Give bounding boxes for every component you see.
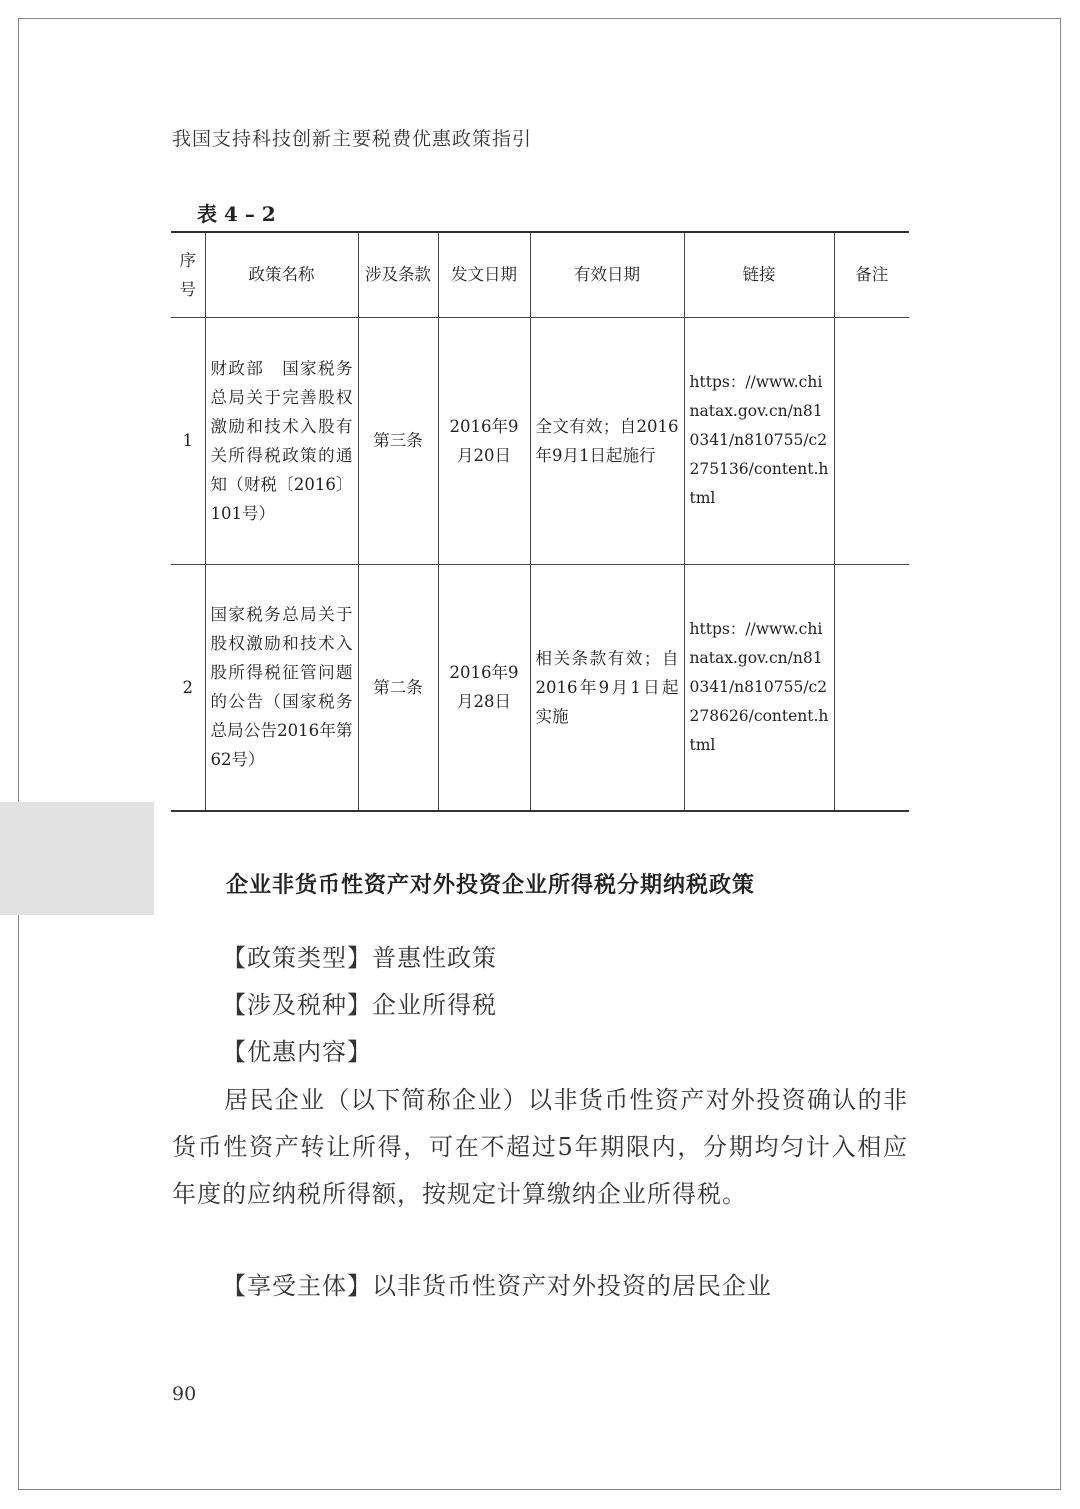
cell-policy-name: 财政部 国家税务总局关于完善股权激励和技术入股有关所得税政策的通知（财税〔2016〕101号） xyxy=(205,317,358,564)
table-header-row xyxy=(171,232,909,317)
cell-issue-date: 2016年9月28日 xyxy=(438,564,530,811)
header-valid-date: 有效日期 xyxy=(530,232,684,317)
cell-policy-name: 国家税务总局关于股权激励和技术入股所得税征管问题的公告（国家税务总局公告2016年第62号） xyxy=(205,564,358,811)
tax-type-field: 【涉及税种】企业所得税 xyxy=(222,991,497,1019)
cell-clause: 第二条 xyxy=(358,564,438,811)
beneficiary-field: 【享受主体】以非货币性资产对外投资的居民企业 xyxy=(222,1272,772,1300)
table-label: 表 4 – 2 xyxy=(197,202,276,226)
policy-type-field: 【政策类型】普惠性政策 xyxy=(222,944,497,972)
header-seq: 序号 xyxy=(171,232,205,317)
table-row xyxy=(171,564,909,811)
cell-link[interactable]: https：//www.chinatax.gov.cn/n810341/n810755/c2278626/content.html xyxy=(684,564,834,811)
page-number: 90 xyxy=(172,1383,197,1405)
benefit-heading: 【优惠内容】 xyxy=(222,1038,372,1066)
cell-note xyxy=(834,317,909,564)
benefit-paragraph: 居民企业（以下简称企业）以非货币性资产对外投资确认的非货币性资产转让所得，可在不超过5年期限内，分期均匀计入相应年度的应纳税所得额，按规定计算缴纳企业所得税。 xyxy=(172,1086,908,1208)
header-clause: 涉及条款 xyxy=(358,232,438,317)
cell-clause: 第三条 xyxy=(358,317,438,564)
header-note: 备注 xyxy=(834,232,909,317)
header-link: 链接 xyxy=(684,232,834,317)
cell-seq: 2 xyxy=(171,564,205,811)
table-row xyxy=(171,317,909,564)
running-head: 我国支持科技创新主要税费优惠政策指引 xyxy=(172,128,533,150)
cell-issue-date: 2016年9月20日 xyxy=(438,317,530,564)
cell-valid-date: 全文有效；自2016年9月1日起施行 xyxy=(530,317,684,564)
header-issue-date: 发文日期 xyxy=(438,232,530,317)
cell-seq: 1 xyxy=(171,317,205,564)
policy-table xyxy=(171,231,909,812)
cell-note xyxy=(834,564,909,811)
header-policy-name: 政策名称 xyxy=(205,232,358,317)
side-tab-marker xyxy=(0,802,154,915)
cell-valid-date: 相关条款有效；自2016年9月1日起实施 xyxy=(530,564,684,811)
section-title: 企业非货币性资产对外投资企业所得税分期纳税政策 xyxy=(226,872,756,898)
cell-link[interactable]: https：//www.chinatax.gov.cn/n810341/n810755/c2275136/content.html xyxy=(684,317,834,564)
